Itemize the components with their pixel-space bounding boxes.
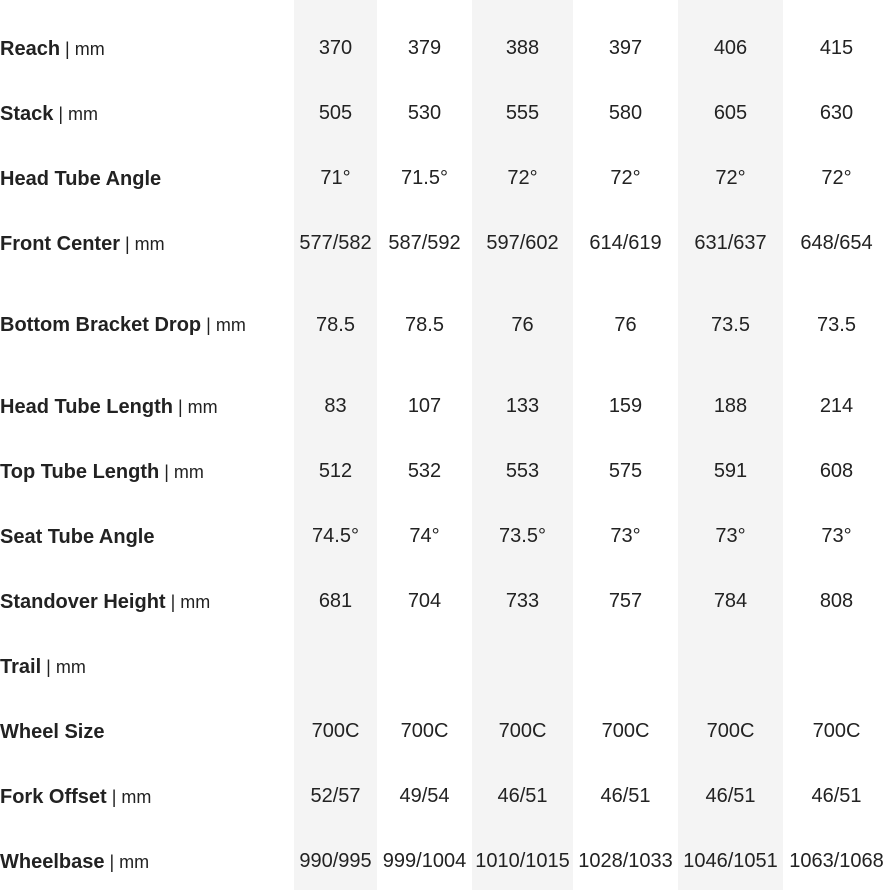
cell-value: 71.5°	[401, 167, 448, 189]
cell-value: 1046/1051	[683, 850, 778, 872]
cell-value: 73°	[715, 525, 746, 547]
cell-value: 553	[505, 460, 540, 482]
table-row	[0, 634, 890, 699]
row-label	[0, 764, 294, 829]
row-label	[0, 276, 294, 374]
cell-value: 700C	[311, 720, 360, 742]
cell-value: 614/619	[589, 232, 662, 254]
cell-value: 379	[407, 37, 442, 59]
cell-value	[678, 634, 783, 699]
cell-value: 73.5°	[499, 525, 546, 547]
row-label-unit: | mm	[172, 396, 218, 417]
cell-value: 757	[608, 590, 643, 612]
cell-value: 72°	[610, 167, 641, 189]
geometry-table	[0, 16, 890, 894]
cell-value: 532	[407, 460, 442, 482]
cell-value: 575	[608, 460, 643, 482]
cell-value: 74.5°	[312, 525, 359, 547]
cell-value: 76	[511, 313, 534, 336]
cell-value: 76	[614, 313, 637, 336]
geometry-table-body	[0, 16, 890, 894]
cell-value: 133	[505, 395, 540, 417]
cell-value: 83	[324, 395, 347, 417]
table-row	[0, 374, 890, 439]
table-row	[0, 211, 890, 276]
row-label-name: Bottom Bracket Drop	[0, 314, 202, 336]
cell-value: 605	[713, 102, 748, 124]
row-label-unit: | mm	[120, 233, 165, 254]
cell-value: 46/51	[497, 785, 548, 807]
cell-value: 990/995	[299, 850, 372, 872]
cell-value: 406	[713, 37, 748, 59]
cell-value: 704	[407, 590, 442, 612]
cell-value: 46/51	[811, 785, 862, 807]
cell-value: 591	[713, 460, 748, 482]
cell-value: 159	[608, 395, 643, 417]
cell-value: 700C	[498, 720, 547, 742]
cell-value: 72°	[715, 167, 746, 189]
cell-value: 597/602	[486, 232, 559, 254]
row-label	[0, 81, 294, 146]
row-label-name: Reach	[0, 37, 61, 60]
cell-value: 512	[318, 460, 353, 482]
table-row	[0, 81, 890, 146]
cell-value: 530	[407, 102, 442, 124]
row-label-unit: | mm	[159, 461, 204, 482]
cell-value: 608	[819, 460, 854, 482]
cell-value: 648/654	[800, 232, 873, 254]
table-row	[0, 829, 890, 894]
row-label	[0, 374, 294, 439]
cell-value: 733	[505, 590, 540, 612]
row-label-unit: | mm	[104, 851, 150, 872]
row-label-name: Trail	[0, 655, 42, 678]
cell-value: 397	[608, 37, 643, 59]
cell-value: 188	[713, 395, 748, 417]
cell-value: 681	[318, 590, 353, 612]
row-label	[0, 211, 294, 276]
row-label	[0, 829, 294, 894]
row-label	[0, 504, 294, 569]
cell-value: 74°	[409, 525, 440, 547]
row-label-name: Stack	[0, 102, 54, 125]
cell-value: 370	[318, 37, 353, 59]
cell-value: 630	[819, 102, 854, 124]
cell-value: 577/582	[299, 232, 372, 254]
cell-value: 1063/1068	[789, 850, 884, 872]
row-label-name: Head Tube Angle	[0, 167, 162, 190]
row-label-name: Front Center	[0, 232, 120, 255]
cell-value: 73.5	[817, 313, 856, 336]
cell-value: 999/1004	[382, 850, 467, 872]
table-row	[0, 504, 890, 569]
cell-value	[573, 634, 678, 699]
cell-value: 72°	[821, 167, 852, 189]
row-label-unit: | mm	[53, 103, 99, 124]
cell-value: 107	[407, 395, 442, 417]
row-label-unit: | mm	[165, 591, 211, 612]
cell-value: 73°	[821, 525, 852, 547]
row-label	[0, 699, 294, 764]
cell-value: 52/57	[310, 785, 361, 807]
cell-value: 46/51	[600, 785, 651, 807]
table-row	[0, 16, 890, 81]
cell-value: 214	[819, 395, 854, 417]
row-label-name: Standover Height	[0, 590, 166, 613]
cell-value: 46/51	[705, 785, 756, 807]
cell-value: 808	[819, 590, 854, 612]
cell-value: 700C	[601, 720, 650, 742]
row-label-name: Fork Offset	[0, 785, 107, 808]
cell-value: 73°	[610, 525, 641, 547]
cell-value: 1010/1015	[475, 850, 570, 872]
cell-value: 631/637	[694, 232, 767, 254]
row-label-unit: | mm	[201, 315, 246, 335]
cell-value: 73.5	[711, 313, 750, 336]
row-label-unit: | mm	[41, 656, 86, 677]
cell-value: 700C	[812, 720, 861, 742]
cell-value: 78.5	[405, 313, 444, 336]
row-label-unit: | mm	[60, 38, 105, 59]
row-label	[0, 634, 294, 699]
table-row	[0, 569, 890, 634]
cell-value: 49/54	[399, 785, 450, 807]
row-label-name: Wheel Size	[0, 720, 105, 743]
row-label	[0, 439, 294, 504]
cell-value: 78.5	[316, 313, 355, 336]
cell-value: 71°	[320, 167, 351, 189]
table-row	[0, 146, 890, 211]
row-label	[0, 146, 294, 211]
table-row	[0, 699, 890, 764]
cell-value: 415	[819, 37, 854, 59]
row-label-name: Wheelbase	[0, 850, 105, 873]
table-row	[0, 276, 890, 374]
row-label-name: Seat Tube Angle	[0, 525, 155, 548]
cell-value	[294, 634, 377, 699]
cell-value	[472, 634, 573, 699]
cell-value: 72°	[507, 167, 538, 189]
cell-value: 505	[318, 102, 353, 124]
cell-value: 784	[713, 590, 748, 612]
cell-value: 388	[505, 37, 540, 59]
cell-value: 555	[505, 102, 540, 124]
table-row	[0, 764, 890, 829]
cell-value: 700C	[400, 720, 449, 742]
table-row	[0, 439, 890, 504]
cell-value	[377, 634, 472, 699]
row-label	[0, 569, 294, 634]
cell-value: 587/592	[388, 232, 461, 254]
cell-value: 580	[608, 102, 643, 124]
cell-value: 1028/1033	[578, 850, 673, 872]
row-label-name: Head Tube Length	[0, 395, 173, 418]
row-label-unit: | mm	[106, 786, 152, 807]
cell-value: 700C	[706, 720, 755, 742]
row-label-name: Top Tube Length	[0, 460, 160, 483]
cell-value	[783, 634, 890, 699]
row-label	[0, 16, 294, 81]
